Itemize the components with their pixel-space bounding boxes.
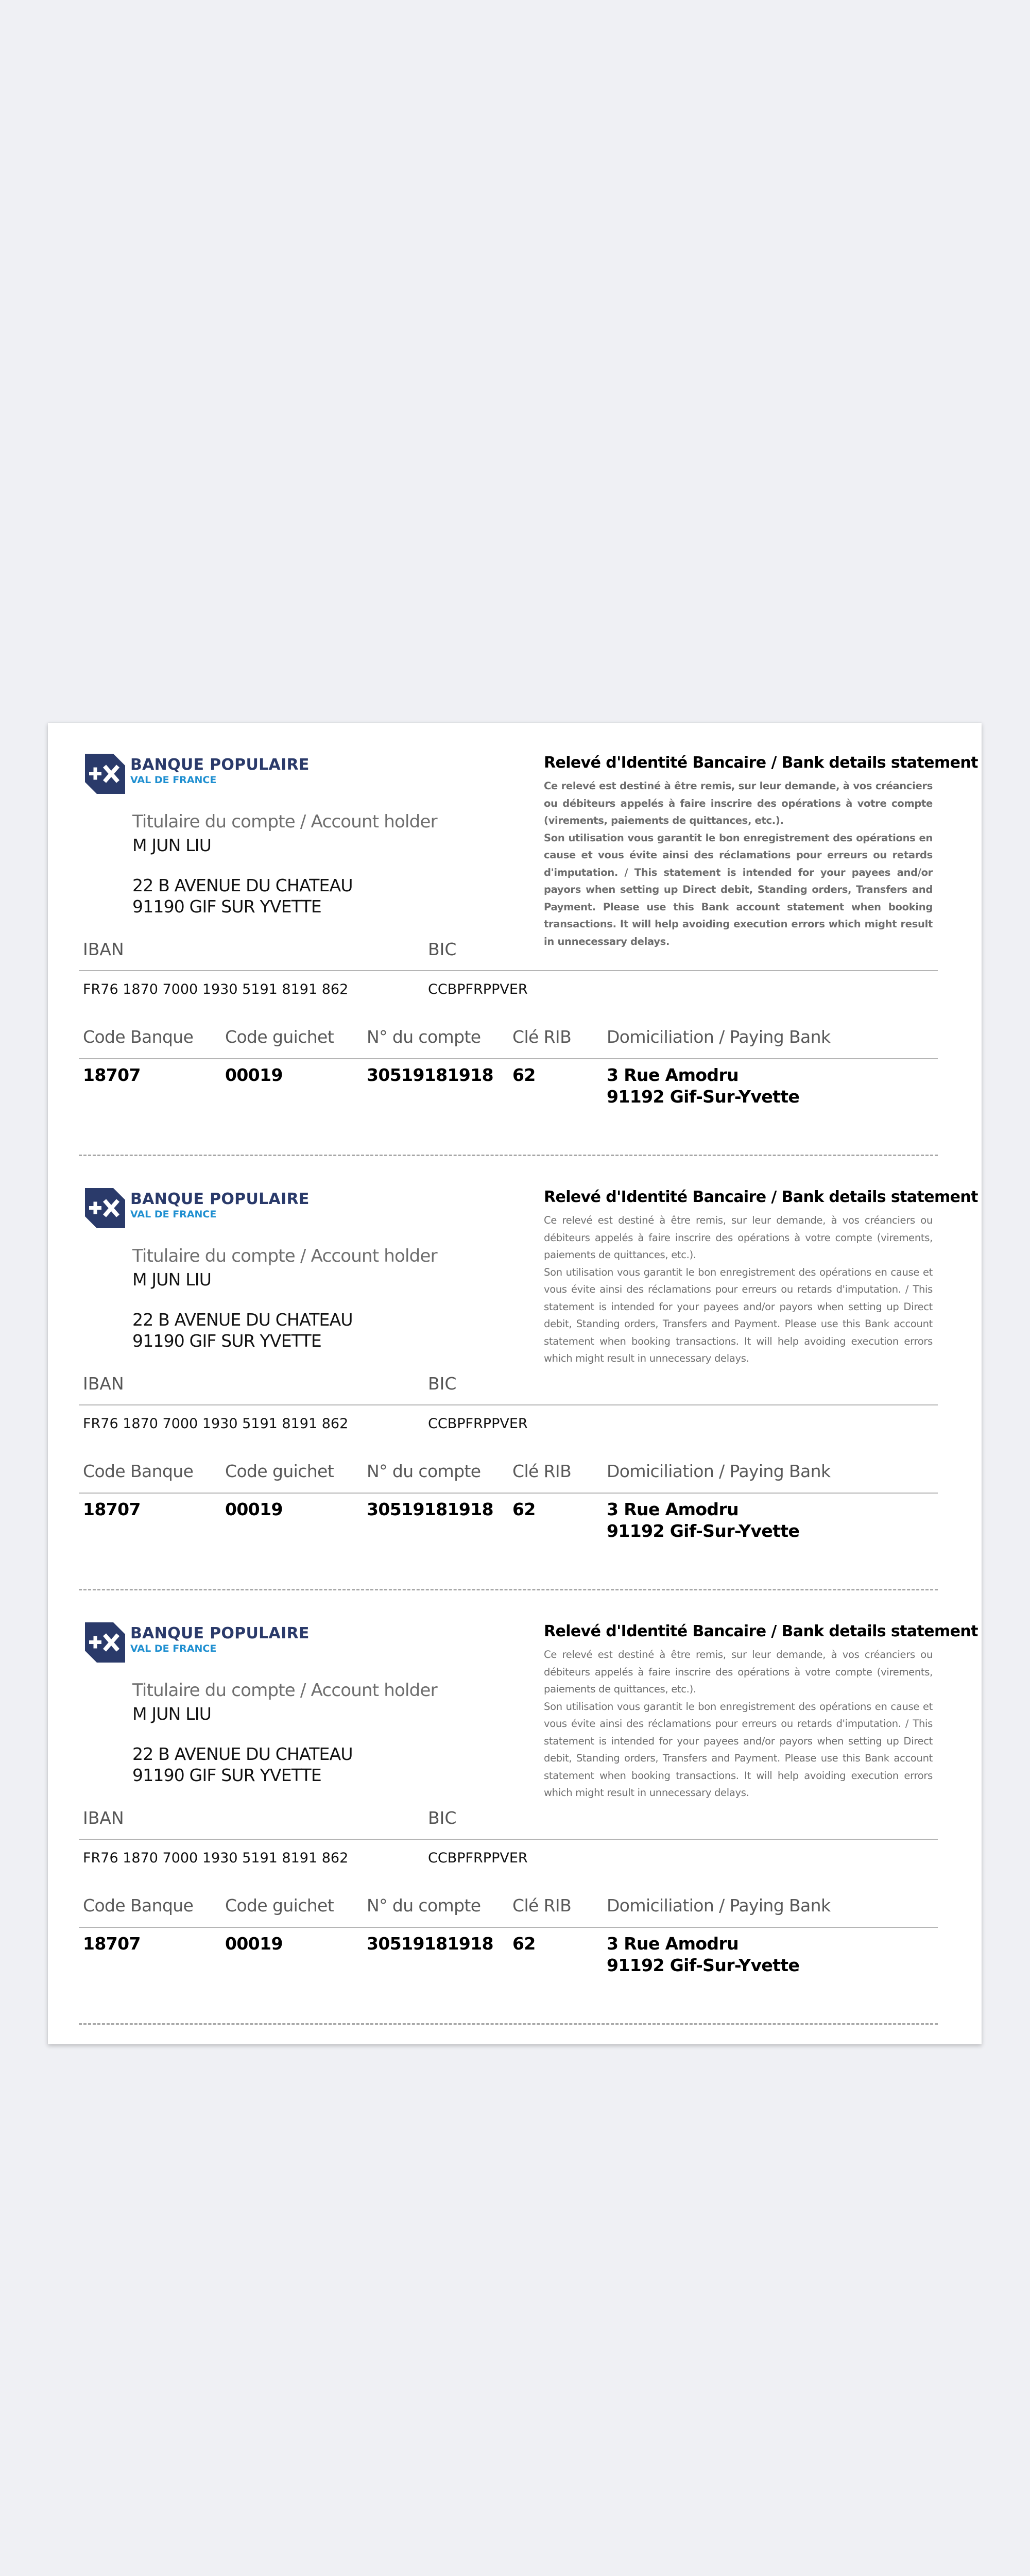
cle-rib-value: 62 <box>512 1934 536 1954</box>
account-holder-label: Titulaire du compte / Account holder <box>132 1246 437 1266</box>
holder-address-line-2: 91190 GIF SUR YVETTE <box>132 1765 321 1785</box>
iban-label: IBAN <box>83 1808 124 1828</box>
statement-title: Relevé d'Identité Bancaire / Bank details statement <box>544 1622 978 1640</box>
holder-address-line-1: 22 B AVENUE DU CHATEAU <box>132 1744 353 1764</box>
numero-compte-value: 30519181918 <box>367 1934 493 1954</box>
rib-copy-2 <box>48 1157 982 1591</box>
divider <box>79 1927 938 1928</box>
account-holder-label: Titulaire du compte / Account holder <box>132 811 437 832</box>
bank-logo <box>85 754 310 795</box>
bic-value: CCBPFRPPVER <box>428 1416 528 1432</box>
banque-populaire-logo-icon <box>85 1188 125 1228</box>
bic-value: CCBPFRPPVER <box>428 981 528 997</box>
holder-address-line-1: 22 B AVENUE DU CHATEAU <box>132 875 353 895</box>
cle-rib-value: 62 <box>512 1065 536 1085</box>
bank-region: VAL DE FRANCE <box>130 1643 217 1654</box>
cut-line <box>79 2023 938 2025</box>
cle-rib-label: Clé RIB <box>512 1027 572 1047</box>
statement-paragraph-1: Ce relevé est destiné à être remis, sur leur demande, à vos créanciers ou débiteurs appelés à faire inscrire des opérations à votre compte (virements, paiements de quittances, etc.). <box>544 1214 933 1261</box>
numero-compte-label: N° du compte <box>367 1895 481 1916</box>
bank-region: VAL DE FRANCE <box>130 774 217 786</box>
cut-line <box>79 1155 938 1156</box>
account-holder-name: M JUN LIU <box>132 835 212 855</box>
rib-copy-3 <box>48 1591 982 2026</box>
domiciliation-line-2: 91192 Gif-Sur-Yvette <box>607 1521 800 1541</box>
cle-rib-label: Clé RIB <box>512 1461 572 1481</box>
code-banque-label: Code Banque <box>83 1461 194 1481</box>
banque-populaire-logo-icon <box>85 1622 125 1663</box>
bank-name: BANQUE POPULAIRE <box>130 1190 310 1208</box>
account-holder-name: M JUN LIU <box>132 1704 212 1724</box>
bank-region: VAL DE FRANCE <box>130 1209 217 1220</box>
holder-address-line-2: 91190 GIF SUR YVETTE <box>132 1331 321 1351</box>
statement-paragraph-1: Ce relevé est destiné à être remis, sur leur demande, à vos créanciers ou débiteurs appelés à faire inscrire des opérations à votre compte (virements, paiements de quittances, etc.). <box>544 1649 933 1695</box>
code-guichet-value: 00019 <box>225 1499 283 1519</box>
code-banque-value: 18707 <box>83 1934 141 1954</box>
divider <box>79 1493 938 1494</box>
code-banque-value: 18707 <box>83 1499 141 1519</box>
rib-copy-1 <box>48 723 982 1157</box>
rib-document <box>48 723 982 2044</box>
numero-compte-value: 30519181918 <box>367 1499 493 1519</box>
statement-title: Relevé d'Identité Bancaire / Bank details statement <box>544 754 978 772</box>
code-guichet-value: 00019 <box>225 1934 283 1954</box>
banque-populaire-logo-icon <box>85 754 125 794</box>
numero-compte-label: N° du compte <box>367 1027 481 1047</box>
statement-paragraph-2: Son utilisation vous garantit le bon enregistrement des opérations en cause et vous évite ainsi des réclamations pour erreurs ou retards d'imputation. / This statement is intended for your payees and/or payors when setting up Direct debit, Standing orders, Transfers and Payment. Please use this Bank account statement when booking transactions. It will help avoiding execution errors which might result in unnecessary delays. <box>544 832 933 947</box>
domiciliation-line-1: 3 Rue Amodru <box>607 1934 739 1954</box>
statement-paragraph-2: Son utilisation vous garantit le bon enregistrement des opérations en cause et vous évite ainsi des réclamations pour erreurs ou retards d'imputation. / This statement is intended for your payees and/or payors when setting up Direct debit, Standing orders, Transfers and Payment. Please use this Bank account statement when booking transactions. It will help avoiding execution errors which might result in unnecessary delays. <box>544 1266 933 1364</box>
numero-compte-value: 30519181918 <box>367 1065 493 1085</box>
code-guichet-label: Code guichet <box>225 1461 334 1481</box>
code-banque-label: Code Banque <box>83 1027 194 1047</box>
holder-address-line-2: 91190 GIF SUR YVETTE <box>132 896 321 917</box>
cut-line <box>79 1589 938 1590</box>
code-guichet-label: Code guichet <box>225 1027 334 1047</box>
statement-paragraph-2: Son utilisation vous garantit le bon enregistrement des opérations en cause et vous évite ainsi des réclamations pour erreurs ou retards d'imputation. / This statement is intended for your payees and/or payors when setting up Direct debit, Standing orders, Transfers and Payment. Please use this Bank account statement when booking transactions. It will help avoiding execution errors which might result in unnecessary delays. <box>544 1700 933 1799</box>
iban-label: IBAN <box>83 939 124 959</box>
domiciliation-label: Domiciliation / Paying Bank <box>607 1027 831 1047</box>
statement-notice <box>544 777 933 950</box>
domiciliation-line-1: 3 Rue Amodru <box>607 1065 739 1085</box>
domiciliation-line-2: 91192 Gif-Sur-Yvette <box>607 1087 800 1107</box>
divider <box>79 1404 938 1405</box>
cle-rib-label: Clé RIB <box>512 1895 572 1916</box>
divider <box>79 970 938 971</box>
statement-notice <box>544 1212 933 1367</box>
statement-notice <box>544 1646 933 1802</box>
cle-rib-value: 62 <box>512 1499 536 1519</box>
holder-address-line-1: 22 B AVENUE DU CHATEAU <box>132 1310 353 1330</box>
statement-paragraph-1: Ce relevé est destiné à être remis, sur leur demande, à vos créanciers ou débiteurs appelés à faire inscrire des opérations à votre compte (virements, paiements de quittances, etc.). <box>544 780 933 826</box>
domiciliation-label: Domiciliation / Paying Bank <box>607 1895 831 1916</box>
iban-label: IBAN <box>83 1374 124 1394</box>
code-guichet-value: 00019 <box>225 1065 283 1085</box>
statement-title: Relevé d'Identité Bancaire / Bank details statement <box>544 1188 978 1206</box>
bic-label: BIC <box>428 1808 457 1828</box>
account-holder-name: M JUN LIU <box>132 1269 212 1290</box>
code-banque-value: 18707 <box>83 1065 141 1085</box>
code-banque-label: Code Banque <box>83 1895 194 1916</box>
domiciliation-label: Domiciliation / Paying Bank <box>607 1461 831 1481</box>
iban-value: FR76 1870 7000 1930 5191 8191 862 <box>83 1850 349 1866</box>
iban-value: FR76 1870 7000 1930 5191 8191 862 <box>83 981 349 997</box>
divider <box>79 1058 938 1059</box>
bank-logo <box>85 1188 310 1229</box>
code-guichet-label: Code guichet <box>225 1895 334 1916</box>
bic-value: CCBPFRPPVER <box>428 1850 528 1866</box>
numero-compte-label: N° du compte <box>367 1461 481 1481</box>
iban-value: FR76 1870 7000 1930 5191 8191 862 <box>83 1416 349 1432</box>
bank-name: BANQUE POPULAIRE <box>130 756 310 774</box>
bank-logo <box>85 1622 310 1664</box>
bank-name: BANQUE POPULAIRE <box>130 1624 310 1642</box>
account-holder-label: Titulaire du compte / Account holder <box>132 1680 437 1701</box>
bic-label: BIC <box>428 939 457 959</box>
divider <box>79 1839 938 1840</box>
domiciliation-line-2: 91192 Gif-Sur-Yvette <box>607 1955 800 1975</box>
domiciliation-line-1: 3 Rue Amodru <box>607 1499 739 1519</box>
bic-label: BIC <box>428 1374 457 1394</box>
